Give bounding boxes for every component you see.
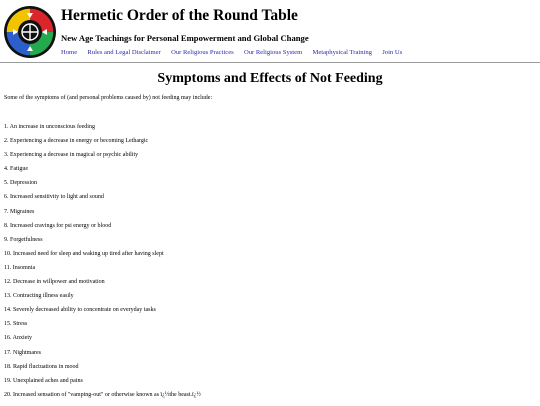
symptom-item: 16. Anxiety <box>4 335 32 342</box>
symptom-item: 4. Fatigue <box>4 166 28 173</box>
symptom-item: 20. Increased sensation of "vamping-out" or otherwise known as ï¿½the beast.ï¿½ <box>4 391 201 398</box>
nav-rules-link[interactable]: Rules and Legal Disclaimer <box>87 49 161 56</box>
site-tagline: New Age Teachings for Personal Empowerment and Global Change <box>61 33 309 43</box>
page-title: Symptoms and Effects of Not Feeding <box>157 71 383 86</box>
symptom-item: 13. Contracting illness easily <box>4 293 74 300</box>
intro-text: Some of the symptoms of (and personal problems caused by) not feeding may include: <box>4 95 213 101</box>
symptom-item: 8. Increased cravings for psi energy or blood <box>4 222 112 229</box>
symptom-item: 6. Increased sensitivity to light and sound <box>4 194 104 201</box>
site-header <box>0 0 540 62</box>
symptom-item: 10. Increased need for sleep and waking up tired after having slept <box>4 250 164 257</box>
nav-join-link[interactable]: Join Us <box>382 49 403 56</box>
header-divider <box>0 62 540 63</box>
symptom-item: 5. Depression <box>4 180 37 187</box>
symptom-item: 1. An increase in unconscious feeding <box>4 124 95 130</box>
elemental-wheel-logo[interactable] <box>3 5 57 59</box>
symptom-list <box>4 124 201 406</box>
symptom-item: 17. Nightmares <box>4 349 41 356</box>
main-nav <box>61 49 411 56</box>
symptom-item: 14. Severely decreased ability to concentrate on everyday tasks <box>4 307 156 314</box>
symptom-item: 19. Unexplained aches and pains <box>4 377 83 384</box>
symptom-item: 7. Migraines <box>4 208 35 215</box>
nav-system-link[interactable]: Our Religious System <box>243 49 303 56</box>
symptom-item: 2. Experiencing a decrease in energy or becoming Lethargic <box>4 138 149 145</box>
symptom-item: 3. Experiencing a decrease in magical or psychic ability <box>4 152 139 159</box>
symptom-item: 18. Rapid fluctuations in mood <box>4 363 79 370</box>
symptom-item: 15. Stress <box>4 321 28 328</box>
symptom-item: 12. Decrease in willpower and motivation <box>4 279 105 286</box>
site-title: Hermetic Order of the Round Table <box>61 7 298 24</box>
nav-practices-link[interactable]: Our Religious Practices <box>171 49 234 56</box>
nav-home-link[interactable]: Home <box>61 49 78 56</box>
symptom-item: 11. Insomnia <box>4 264 36 271</box>
nav-training-link[interactable]: Metaphysical Training <box>312 49 372 56</box>
symptom-item: 9. Forgetfulness <box>4 236 43 243</box>
